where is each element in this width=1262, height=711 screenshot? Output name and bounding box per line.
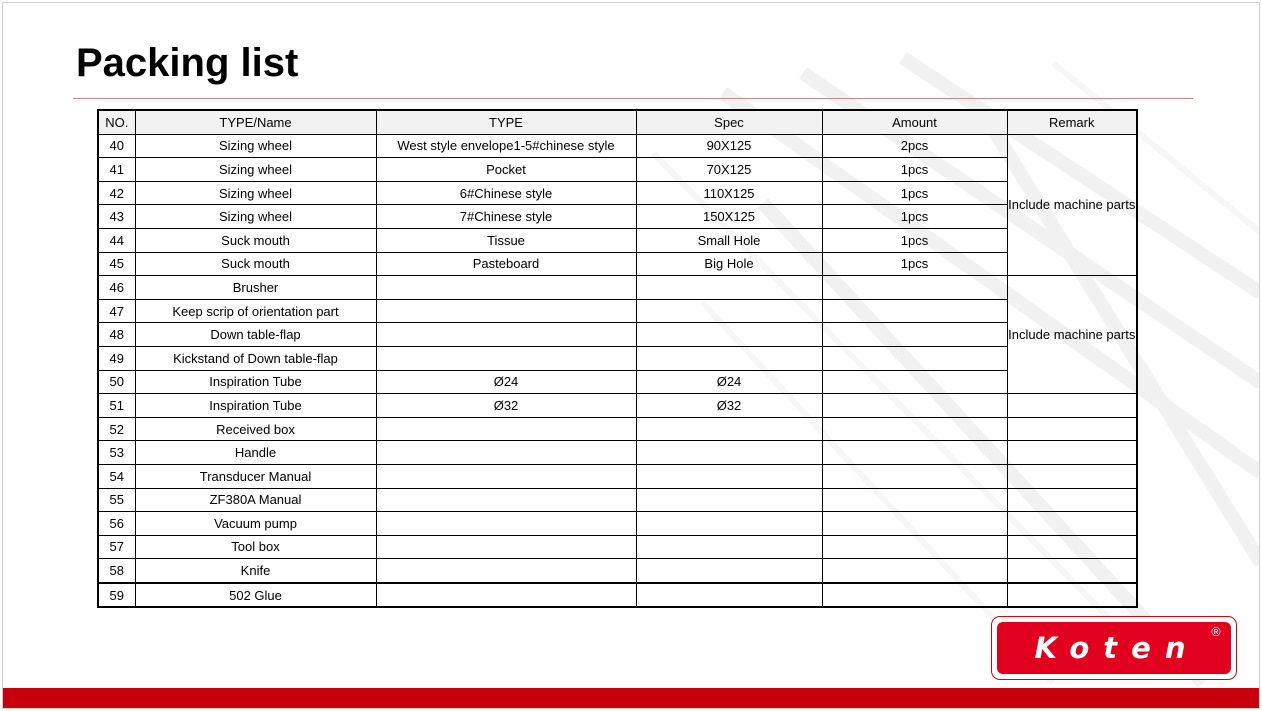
- cell-no: 40: [98, 134, 135, 158]
- cell-amount: 1pcs: [822, 181, 1007, 205]
- cell-type-name: Vacuum pump: [135, 512, 376, 536]
- cell-amount: [822, 464, 1007, 488]
- cell-no: 54: [98, 464, 135, 488]
- cell-spec: 90X125: [636, 134, 822, 158]
- cell-no: 50: [98, 370, 135, 394]
- cell-no: 55: [98, 488, 135, 512]
- cell-amount: [822, 323, 1007, 347]
- cell-no: 57: [98, 535, 135, 559]
- cell-amount: [822, 417, 1007, 441]
- cell-remark: [1007, 441, 1137, 465]
- cell-amount: [822, 535, 1007, 559]
- cell-type-name: Brusher: [135, 276, 376, 300]
- table-row: [98, 488, 1137, 512]
- cell-no: 46: [98, 276, 135, 300]
- cell-type-name: Suck mouth: [135, 252, 376, 276]
- table-row: [98, 464, 1137, 488]
- cell-type-name: Handle: [135, 441, 376, 465]
- table-row: [98, 228, 1137, 252]
- cell-no: 41: [98, 158, 135, 182]
- logo-text: Koten: [1034, 631, 1200, 665]
- table-row: [98, 535, 1137, 559]
- table-row: [98, 134, 1137, 158]
- header-no: NO.: [98, 110, 135, 134]
- table-row: [98, 441, 1137, 465]
- packing-list-table: [97, 109, 1138, 608]
- table-row: [98, 512, 1137, 536]
- cell-spec: [636, 488, 822, 512]
- cell-spec: [636, 464, 822, 488]
- table-row: [98, 299, 1137, 323]
- cell-amount: 1pcs: [822, 158, 1007, 182]
- cell-no: 52: [98, 417, 135, 441]
- cell-type: West style envelope1-5#chinese style: [376, 134, 636, 158]
- cell-no: 53: [98, 441, 135, 465]
- cell-type: Ø32: [376, 394, 636, 418]
- cell-type: Tissue: [376, 228, 636, 252]
- cell-type: Pocket: [376, 158, 636, 182]
- cell-type: [376, 464, 636, 488]
- table-row: [98, 417, 1137, 441]
- cell-type-name: Suck mouth: [135, 228, 376, 252]
- cell-amount: [822, 276, 1007, 300]
- table-row: [98, 276, 1137, 300]
- cell-type-name: Sizing wheel: [135, 158, 376, 182]
- cell-amount: 1pcs: [822, 252, 1007, 276]
- cell-remark: [1007, 488, 1137, 512]
- cell-type-name: Received box: [135, 417, 376, 441]
- cell-spec: [636, 299, 822, 323]
- cell-no: 59: [98, 583, 135, 608]
- cell-type: [376, 535, 636, 559]
- cell-amount: [822, 346, 1007, 370]
- cell-amount: [822, 512, 1007, 536]
- cell-type-name: Sizing wheel: [135, 134, 376, 158]
- table-row: [98, 559, 1137, 583]
- cell-type: Ø24: [376, 370, 636, 394]
- cell-no: 56: [98, 512, 135, 536]
- slide: [2, 2, 1260, 709]
- cell-no: 43: [98, 205, 135, 229]
- table-row: [98, 158, 1137, 182]
- table-row: [98, 394, 1137, 418]
- cell-type-name: Knife: [135, 559, 376, 583]
- cell-remark: [1007, 464, 1137, 488]
- cell-type: [376, 276, 636, 300]
- cell-remark: [1007, 559, 1137, 583]
- cell-type-name: Down table-flap: [135, 323, 376, 347]
- cell-spec: [636, 346, 822, 370]
- cell-spec: Big Hole: [636, 252, 822, 276]
- cell-amount: [822, 559, 1007, 583]
- cell-remark: [1007, 535, 1137, 559]
- cell-type-name: Keep scrip of orientation part: [135, 299, 376, 323]
- header-type: TYPE: [376, 110, 636, 134]
- cell-spec: [636, 276, 822, 300]
- cell-spec: [636, 559, 822, 583]
- cell-type: [376, 583, 636, 608]
- cell-no: 49: [98, 346, 135, 370]
- cell-spec: [636, 583, 822, 608]
- cell-spec: 110X125: [636, 181, 822, 205]
- cell-spec: Ø24: [636, 370, 822, 394]
- cell-no: 45: [98, 252, 135, 276]
- cell-type-name: Kickstand of Down table-flap: [135, 346, 376, 370]
- cell-remark: [1007, 583, 1137, 608]
- cell-remark: [1007, 417, 1137, 441]
- footer-bar: [3, 688, 1260, 709]
- cell-type-name: Sizing wheel: [135, 205, 376, 229]
- cell-remark: [1007, 512, 1137, 536]
- cell-type: [376, 559, 636, 583]
- table-row: [98, 370, 1137, 394]
- table-row: [98, 583, 1137, 608]
- cell-amount: [822, 370, 1007, 394]
- cell-no: 47: [98, 299, 135, 323]
- cell-type: [376, 417, 636, 441]
- header-type-name: TYPE/Name: [135, 110, 376, 134]
- cell-no: 48: [98, 323, 135, 347]
- table-row: [98, 205, 1137, 229]
- cell-spec: [636, 441, 822, 465]
- cell-type: [376, 299, 636, 323]
- cell-amount: 1pcs: [822, 228, 1007, 252]
- koten-logo: [991, 616, 1237, 680]
- cell-type: 6#Chinese style: [376, 181, 636, 205]
- cell-type: [376, 441, 636, 465]
- table-row: [98, 346, 1137, 370]
- cell-type-name: 502 Glue: [135, 583, 376, 608]
- cell-type: [376, 512, 636, 536]
- cell-spec: [636, 323, 822, 347]
- cell-type-name: Sizing wheel: [135, 181, 376, 205]
- cell-remark: Include machine parts: [1007, 276, 1137, 394]
- cell-spec: [636, 512, 822, 536]
- cell-type-name: Tool box: [135, 535, 376, 559]
- cell-amount: [822, 488, 1007, 512]
- page-title: Packing list: [76, 41, 299, 85]
- cell-remark: [1007, 394, 1137, 418]
- cell-amount: [822, 394, 1007, 418]
- cell-type: 7#Chinese style: [376, 205, 636, 229]
- logo-badge: [997, 622, 1231, 674]
- cell-spec: Small Hole: [636, 228, 822, 252]
- cell-spec: Ø32: [636, 394, 822, 418]
- cell-amount: [822, 299, 1007, 323]
- cell-type-name: ZF380A Manual: [135, 488, 376, 512]
- cell-spec: 70X125: [636, 158, 822, 182]
- cell-type: [376, 346, 636, 370]
- cell-amount: 2pcs: [822, 134, 1007, 158]
- cell-type-name: Inspiration Tube: [135, 394, 376, 418]
- table-row: [98, 252, 1137, 276]
- cell-amount: [822, 441, 1007, 465]
- cell-type-name: Inspiration Tube: [135, 370, 376, 394]
- header-amount: Amount: [822, 110, 1007, 134]
- cell-type: [376, 488, 636, 512]
- cell-type: [376, 323, 636, 347]
- table-row: [98, 181, 1137, 205]
- table-row: [98, 323, 1137, 347]
- cell-type: Pasteboard: [376, 252, 636, 276]
- cell-no: 42: [98, 181, 135, 205]
- registered-mark: ®: [1210, 625, 1222, 639]
- cell-no: 51: [98, 394, 135, 418]
- cell-remark: Include machine parts: [1007, 134, 1137, 276]
- table-body: [98, 134, 1137, 607]
- cell-no: 58: [98, 559, 135, 583]
- cell-amount: 1pcs: [822, 205, 1007, 229]
- cell-spec: [636, 535, 822, 559]
- cell-type-name: Transducer Manual: [135, 464, 376, 488]
- cell-spec: [636, 417, 822, 441]
- header-remark: Remark: [1007, 110, 1137, 134]
- header-spec: Spec: [636, 110, 822, 134]
- cell-no: 44: [98, 228, 135, 252]
- cell-spec: 150X125: [636, 205, 822, 229]
- cell-amount: [822, 583, 1007, 608]
- title-divider: [73, 98, 1193, 99]
- table-header-row: [98, 110, 1137, 134]
